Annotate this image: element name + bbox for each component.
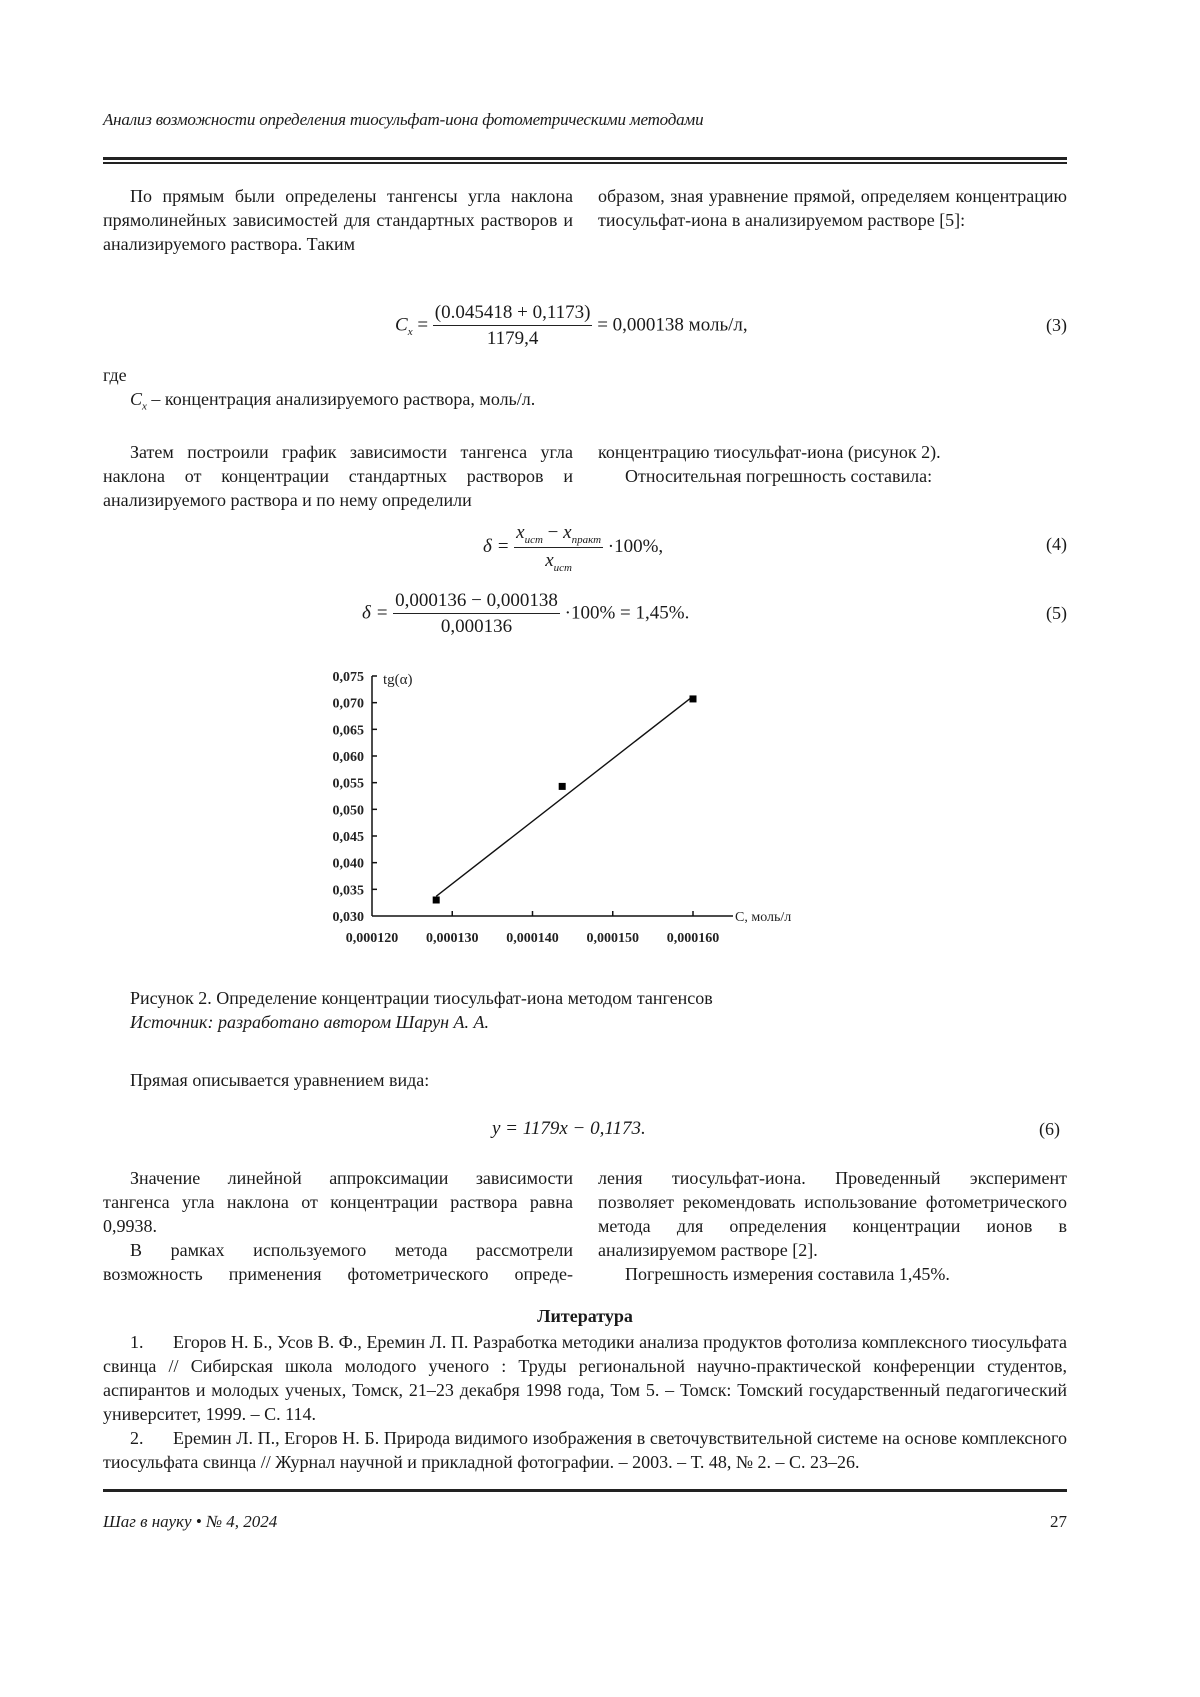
footer-rule [103,1489,1067,1492]
paragraph-2-left: Затем построили график зависимости тангенса угла наклона от концентрации стандартных растворов и анализируемого раствора и по нему определили [103,442,573,510]
paragraph-3-left-p2: В рамках используемого метода рассмотрели возможность применения фотометрического опреде- [103,1240,573,1284]
line-equation-intro: Прямая описывается уравнением вида: [130,1070,430,1090]
references-list [103,1330,1067,1474]
eq5-tail: ·100% = 1,45%. [564,602,690,624]
paragraph-2-right-line1: концентрацию тиосульфат-иона (рисунок 2). [598,442,941,462]
where-text: – концентрация анализируемого раствора, моль/л. [146,389,536,409]
data-point [433,897,440,904]
eq4-num-a: x [516,522,525,543]
eq5-lhs: δ = [362,602,389,624]
eq4-num-b-sub: практ [571,533,602,546]
equation-4-number: (4) [1046,534,1067,554]
paragraph-3-left [103,1166,573,1286]
eq4-minus: − [542,522,564,543]
eq4-denominator [514,548,603,574]
equation-4 [483,522,663,574]
reference-text: Еремин Л. П., Егоров Н. Б. Природа видимого изображения в светочувствительной системе на основе комплексного тиосульфата свинца // Журнал научной и прикладной фотографии. – 2003. – Т. 48, № 2. – С. 23–26. [103,1428,1067,1472]
figure-caption: Рисунок 2. Определение концентрации тиосульфат-иона методом тангенсов [130,988,713,1008]
eq4-num-a-sub: ист [524,533,543,546]
y-tick-label: 0,055 [332,776,364,792]
eq5-denominator: 0,000136 [440,616,513,637]
paragraph-3-right-p2: Погрешность измерения составила 1,45%. [625,1264,950,1284]
trend-line [436,696,693,896]
y-tick-label: 0,075 [332,670,364,685]
where-label: где [103,365,127,385]
reference-item [103,1330,1067,1426]
tangent-concentration-chart [300,660,860,960]
x-tick-label: 0,000130 [426,931,479,946]
eq4-fraction [514,522,603,574]
y-tick-label: 0,030 [332,910,364,925]
reference-text: Егоров Н. Б., Усов В. Ф., Еремин Л. П. Разработка методики анализа продуктов фотолиза комплексного тиосульфата свинца // Сибирская школа молодого ученого : Труды региональной научно-практической конференции студентов, аспирантов и молодых ученых, Томск, 21–23 декабря 1998 года, Том 5. – Томск: Томский государственный педагогический университет, 1999. – С. 114. [103,1332,1067,1424]
data-point [559,783,566,790]
journal-issue: Шаг в науку • № 4, 2024 [103,1512,278,1531]
reference-number: 2. [130,1428,144,1448]
where-symbol: C [130,389,143,409]
equation-6: y = 1179x − 0,1173. [492,1118,646,1139]
y-axis-label: tg(α) [383,672,413,688]
eq5-fraction [393,590,560,638]
references-heading: Литература [537,1306,633,1326]
y-tick-label: 0,045 [332,830,364,845]
equation-5-number: (5) [1046,603,1067,623]
y-tick-label: 0,065 [332,723,364,739]
eq3-denominator: 1179,4 [486,328,539,349]
paragraph-3-left-p1: Значение линейной аппроксимации зависимости тангенса угла наклона от концентрации раствора равна 0,9938. [103,1168,573,1236]
eq4-lhs: δ = [483,536,510,558]
x-tick-label: 0,000120 [345,931,399,946]
reference-number: 1. [130,1332,144,1352]
y-tick-label: 0,050 [332,803,364,819]
running-title: Анализ возможности определения тиосульфат-иона фотометрическими методами [103,110,704,129]
figure-source: Источник: разработано автором Шарун А. А. [130,1012,489,1032]
eq4-num-b: x [563,522,572,543]
y-tick-label: 0,060 [332,750,364,765]
paragraph-1-left: По прямым были определены тангенсы угла наклона прямолинейных зависимостей для стандартных растворов и анализируемого раствора. Таким [103,186,573,254]
x-tick-label: 0,000140 [506,931,559,946]
eq3-numerator: (0.045418 + 0,1173) [433,302,593,326]
paragraph-1-right: образом, зная уравнение прямой, определяем концентрацию тиосульфат-иона в анализируемом растворе [5]: [598,186,1067,230]
x-tick-label: 0,000160 [666,931,720,946]
where-definition [130,387,535,419]
where-symbol-sub: x [142,400,147,413]
paragraph-2-right-line2: Относительная погрешность составила: [625,466,933,486]
x-axis-label: C, моль/л [735,910,792,925]
reference-item [103,1426,1067,1474]
eq4-den-sub: ист [553,561,572,574]
equation-6-number: (6) [1039,1119,1060,1139]
x-tick-label: 0,000150 [586,931,639,946]
equation-3-number: (3) [1046,315,1067,335]
eq5-numerator: 0,000136 − 0,000138 [393,590,560,614]
page-number: 27 [1050,1512,1067,1531]
header-rule [103,157,1067,164]
equation-3: $C_x$ = $\frac{(0.045418 + 0,1173)}{1179,4}$ = 0,000138 моль/л, [395,302,748,349]
eq3-lhs: C [395,314,408,336]
eq4-den: x [545,549,554,571]
y-tick-label: 0,070 [332,696,364,712]
paragraph-3-right [598,1166,1067,1286]
equation-5 [362,590,689,638]
y-tick-label: 0,040 [332,856,364,872]
eq3-lhs-sub: x [407,326,413,339]
y-tick-label: 0,035 [332,883,364,899]
paragraph-3-right-p1: ления тиосульфат-иона. Проведенный эксперимент позволяет рекомендовать использование фотометрического метода для определения концентрации ионов в анализируемом растворе [2]. [598,1168,1067,1260]
eq3-fraction [433,302,593,350]
eq4-numerator [514,522,603,548]
data-point [690,695,697,702]
eq3-result: = 0,000138 моль/л, [597,314,748,336]
eq4-tail: ·100%, [607,536,664,558]
